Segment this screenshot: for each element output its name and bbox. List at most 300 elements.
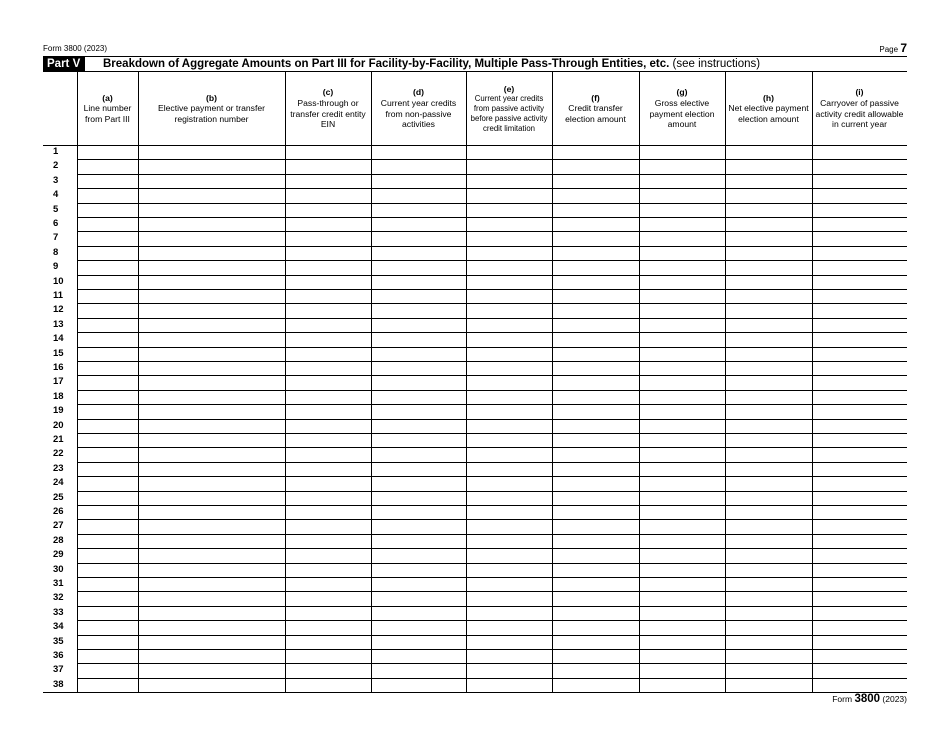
entry-cell-row-28-col-d[interactable] (371, 534, 466, 548)
entry-cell-row-20-col-i[interactable] (812, 419, 907, 433)
entry-cell-row-25-col-a[interactable] (77, 491, 138, 505)
entry-cell-row-30-col-g[interactable] (639, 563, 725, 577)
entry-cell-row-26-col-b[interactable] (138, 505, 285, 519)
entry-cell-row-33-col-i[interactable] (812, 606, 907, 620)
entry-cell-row-2-col-e[interactable] (466, 159, 552, 173)
entry-cell-row-12-col-g[interactable] (639, 303, 725, 317)
entry-cell-row-29-col-c[interactable] (285, 548, 371, 562)
entry-cell-row-34-col-f[interactable] (552, 620, 639, 634)
entry-cell-row-4-col-g[interactable] (639, 188, 725, 202)
entry-cell-row-38-col-d[interactable] (371, 678, 466, 692)
entry-cell-row-20-col-f[interactable] (552, 419, 639, 433)
entry-cell-row-5-col-h[interactable] (725, 203, 812, 217)
entry-cell-row-23-col-h[interactable] (725, 462, 812, 476)
entry-cell-row-7-col-c[interactable] (285, 231, 371, 245)
entry-cell-row-19-col-h[interactable] (725, 404, 812, 418)
entry-cell-row-9-col-a[interactable] (77, 260, 138, 274)
entry-cell-row-26-col-i[interactable] (812, 505, 907, 519)
entry-cell-row-16-col-e[interactable] (466, 361, 552, 375)
entry-cell-row-33-col-a[interactable] (77, 606, 138, 620)
entry-cell-row-36-col-e[interactable] (466, 649, 552, 663)
entry-cell-row-20-col-g[interactable] (639, 419, 725, 433)
entry-cell-row-6-col-b[interactable] (138, 217, 285, 231)
entry-cell-row-33-col-h[interactable] (725, 606, 812, 620)
entry-cell-row-5-col-f[interactable] (552, 203, 639, 217)
entry-cell-row-15-col-f[interactable] (552, 347, 639, 361)
entry-cell-row-11-col-b[interactable] (138, 289, 285, 303)
entry-cell-row-37-col-e[interactable] (466, 663, 552, 677)
entry-cell-row-12-col-i[interactable] (812, 303, 907, 317)
entry-cell-row-2-col-b[interactable] (138, 159, 285, 173)
entry-cell-row-4-col-a[interactable] (77, 188, 138, 202)
entry-cell-row-31-col-c[interactable] (285, 577, 371, 591)
entry-cell-row-25-col-g[interactable] (639, 491, 725, 505)
entry-cell-row-2-col-f[interactable] (552, 159, 639, 173)
entry-cell-row-29-col-a[interactable] (77, 548, 138, 562)
entry-cell-row-29-col-g[interactable] (639, 548, 725, 562)
entry-cell-row-30-col-b[interactable] (138, 563, 285, 577)
entry-cell-row-31-col-e[interactable] (466, 577, 552, 591)
entry-cell-row-7-col-f[interactable] (552, 231, 639, 245)
entry-cell-row-35-col-i[interactable] (812, 635, 907, 649)
entry-cell-row-3-col-g[interactable] (639, 174, 725, 188)
entry-cell-row-38-col-h[interactable] (725, 678, 812, 692)
entry-cell-row-14-col-c[interactable] (285, 332, 371, 346)
entry-cell-row-22-col-h[interactable] (725, 447, 812, 461)
entry-cell-row-8-col-g[interactable] (639, 246, 725, 260)
entry-cell-row-21-col-i[interactable] (812, 433, 907, 447)
entry-cell-row-19-col-g[interactable] (639, 404, 725, 418)
entry-cell-row-23-col-b[interactable] (138, 462, 285, 476)
entry-cell-row-2-col-g[interactable] (639, 159, 725, 173)
entry-cell-row-11-col-i[interactable] (812, 289, 907, 303)
entry-cell-row-22-col-b[interactable] (138, 447, 285, 461)
entry-cell-row-24-col-a[interactable] (77, 476, 138, 490)
entry-cell-row-38-col-b[interactable] (138, 678, 285, 692)
entry-cell-row-1-col-b[interactable] (138, 145, 285, 159)
entry-cell-row-1-col-c[interactable] (285, 145, 371, 159)
entry-cell-row-5-col-e[interactable] (466, 203, 552, 217)
entry-cell-row-30-col-a[interactable] (77, 563, 138, 577)
entry-cell-row-3-col-h[interactable] (725, 174, 812, 188)
entry-cell-row-38-col-f[interactable] (552, 678, 639, 692)
entry-cell-row-13-col-b[interactable] (138, 318, 285, 332)
entry-cell-row-32-col-e[interactable] (466, 591, 552, 605)
entry-cell-row-28-col-e[interactable] (466, 534, 552, 548)
entry-cell-row-16-col-c[interactable] (285, 361, 371, 375)
entry-cell-row-6-col-d[interactable] (371, 217, 466, 231)
entry-cell-row-18-col-f[interactable] (552, 390, 639, 404)
entry-cell-row-35-col-c[interactable] (285, 635, 371, 649)
entry-cell-row-33-col-f[interactable] (552, 606, 639, 620)
entry-cell-row-1-col-d[interactable] (371, 145, 466, 159)
entry-cell-row-6-col-h[interactable] (725, 217, 812, 231)
entry-cell-row-13-col-c[interactable] (285, 318, 371, 332)
entry-cell-row-12-col-b[interactable] (138, 303, 285, 317)
entry-cell-row-19-col-a[interactable] (77, 404, 138, 418)
entry-cell-row-5-col-a[interactable] (77, 203, 138, 217)
entry-cell-row-13-col-h[interactable] (725, 318, 812, 332)
entry-cell-row-34-col-d[interactable] (371, 620, 466, 634)
entry-cell-row-36-col-c[interactable] (285, 649, 371, 663)
entry-cell-row-21-col-f[interactable] (552, 433, 639, 447)
entry-cell-row-22-col-c[interactable] (285, 447, 371, 461)
entry-cell-row-36-col-f[interactable] (552, 649, 639, 663)
entry-cell-row-34-col-h[interactable] (725, 620, 812, 634)
entry-cell-row-30-col-h[interactable] (725, 563, 812, 577)
entry-cell-row-15-col-e[interactable] (466, 347, 552, 361)
entry-cell-row-5-col-i[interactable] (812, 203, 907, 217)
entry-cell-row-19-col-e[interactable] (466, 404, 552, 418)
entry-cell-row-36-col-h[interactable] (725, 649, 812, 663)
entry-cell-row-1-col-a[interactable] (77, 145, 138, 159)
entry-cell-row-28-col-a[interactable] (77, 534, 138, 548)
entry-cell-row-9-col-b[interactable] (138, 260, 285, 274)
entry-cell-row-18-col-g[interactable] (639, 390, 725, 404)
entry-cell-row-15-col-i[interactable] (812, 347, 907, 361)
entry-cell-row-2-col-d[interactable] (371, 159, 466, 173)
entry-cell-row-21-col-g[interactable] (639, 433, 725, 447)
entry-cell-row-31-col-i[interactable] (812, 577, 907, 591)
entry-cell-row-16-col-g[interactable] (639, 361, 725, 375)
entry-cell-row-8-col-i[interactable] (812, 246, 907, 260)
entry-cell-row-10-col-b[interactable] (138, 275, 285, 289)
entry-cell-row-24-col-h[interactable] (725, 476, 812, 490)
entry-cell-row-24-col-d[interactable] (371, 476, 466, 490)
entry-cell-row-9-col-h[interactable] (725, 260, 812, 274)
entry-cell-row-23-col-c[interactable] (285, 462, 371, 476)
entry-cell-row-34-col-e[interactable] (466, 620, 552, 634)
entry-cell-row-12-col-a[interactable] (77, 303, 138, 317)
entry-cell-row-16-col-i[interactable] (812, 361, 907, 375)
entry-cell-row-13-col-d[interactable] (371, 318, 466, 332)
entry-cell-row-24-col-i[interactable] (812, 476, 907, 490)
entry-cell-row-9-col-g[interactable] (639, 260, 725, 274)
entry-cell-row-27-col-b[interactable] (138, 519, 285, 533)
entry-cell-row-34-col-a[interactable] (77, 620, 138, 634)
entry-cell-row-35-col-g[interactable] (639, 635, 725, 649)
entry-cell-row-29-col-f[interactable] (552, 548, 639, 562)
entry-cell-row-11-col-a[interactable] (77, 289, 138, 303)
entry-cell-row-6-col-c[interactable] (285, 217, 371, 231)
entry-cell-row-16-col-b[interactable] (138, 361, 285, 375)
entry-cell-row-5-col-c[interactable] (285, 203, 371, 217)
entry-cell-row-26-col-g[interactable] (639, 505, 725, 519)
entry-cell-row-35-col-b[interactable] (138, 635, 285, 649)
entry-cell-row-25-col-b[interactable] (138, 491, 285, 505)
entry-cell-row-26-col-h[interactable] (725, 505, 812, 519)
entry-cell-row-32-col-d[interactable] (371, 591, 466, 605)
entry-cell-row-7-col-g[interactable] (639, 231, 725, 245)
entry-cell-row-25-col-e[interactable] (466, 491, 552, 505)
entry-cell-row-33-col-g[interactable] (639, 606, 725, 620)
entry-cell-row-17-col-f[interactable] (552, 375, 639, 389)
entry-cell-row-27-col-i[interactable] (812, 519, 907, 533)
entry-cell-row-11-col-d[interactable] (371, 289, 466, 303)
entry-cell-row-10-col-d[interactable] (371, 275, 466, 289)
entry-cell-row-33-col-e[interactable] (466, 606, 552, 620)
entry-cell-row-2-col-c[interactable] (285, 159, 371, 173)
entry-cell-row-5-col-d[interactable] (371, 203, 466, 217)
entry-cell-row-8-col-d[interactable] (371, 246, 466, 260)
entry-cell-row-31-col-a[interactable] (77, 577, 138, 591)
entry-cell-row-21-col-h[interactable] (725, 433, 812, 447)
entry-cell-row-20-col-d[interactable] (371, 419, 466, 433)
entry-cell-row-32-col-c[interactable] (285, 591, 371, 605)
entry-cell-row-22-col-e[interactable] (466, 447, 552, 461)
entry-cell-row-29-col-b[interactable] (138, 548, 285, 562)
entry-cell-row-32-col-i[interactable] (812, 591, 907, 605)
entry-cell-row-21-col-e[interactable] (466, 433, 552, 447)
entry-cell-row-18-col-c[interactable] (285, 390, 371, 404)
entry-cell-row-23-col-f[interactable] (552, 462, 639, 476)
entry-cell-row-13-col-a[interactable] (77, 318, 138, 332)
entry-cell-row-15-col-g[interactable] (639, 347, 725, 361)
entry-cell-row-4-col-b[interactable] (138, 188, 285, 202)
entry-cell-row-32-col-f[interactable] (552, 591, 639, 605)
entry-cell-row-15-col-d[interactable] (371, 347, 466, 361)
entry-cell-row-10-col-i[interactable] (812, 275, 907, 289)
entry-cell-row-26-col-e[interactable] (466, 505, 552, 519)
entry-cell-row-32-col-b[interactable] (138, 591, 285, 605)
entry-cell-row-8-col-h[interactable] (725, 246, 812, 260)
entry-cell-row-37-col-f[interactable] (552, 663, 639, 677)
entry-cell-row-37-col-a[interactable] (77, 663, 138, 677)
entry-cell-row-38-col-i[interactable] (812, 678, 907, 692)
entry-cell-row-23-col-d[interactable] (371, 462, 466, 476)
entry-cell-row-17-col-b[interactable] (138, 375, 285, 389)
entry-cell-row-34-col-i[interactable] (812, 620, 907, 634)
entry-cell-row-24-col-g[interactable] (639, 476, 725, 490)
entry-cell-row-20-col-h[interactable] (725, 419, 812, 433)
entry-cell-row-2-col-h[interactable] (725, 159, 812, 173)
entry-cell-row-3-col-b[interactable] (138, 174, 285, 188)
entry-cell-row-32-col-h[interactable] (725, 591, 812, 605)
entry-cell-row-37-col-i[interactable] (812, 663, 907, 677)
entry-cell-row-21-col-a[interactable] (77, 433, 138, 447)
entry-cell-row-24-col-e[interactable] (466, 476, 552, 490)
entry-cell-row-31-col-g[interactable] (639, 577, 725, 591)
entry-cell-row-17-col-g[interactable] (639, 375, 725, 389)
entry-cell-row-3-col-a[interactable] (77, 174, 138, 188)
entry-cell-row-21-col-d[interactable] (371, 433, 466, 447)
entry-cell-row-19-col-b[interactable] (138, 404, 285, 418)
entry-cell-row-8-col-c[interactable] (285, 246, 371, 260)
entry-cell-row-38-col-c[interactable] (285, 678, 371, 692)
entry-cell-row-16-col-f[interactable] (552, 361, 639, 375)
entry-cell-row-31-col-h[interactable] (725, 577, 812, 591)
entry-cell-row-7-col-e[interactable] (466, 231, 552, 245)
entry-cell-row-23-col-e[interactable] (466, 462, 552, 476)
entry-cell-row-9-col-f[interactable] (552, 260, 639, 274)
entry-cell-row-20-col-a[interactable] (77, 419, 138, 433)
entry-cell-row-28-col-b[interactable] (138, 534, 285, 548)
entry-cell-row-36-col-b[interactable] (138, 649, 285, 663)
entry-cell-row-17-col-i[interactable] (812, 375, 907, 389)
entry-cell-row-25-col-i[interactable] (812, 491, 907, 505)
entry-cell-row-20-col-c[interactable] (285, 419, 371, 433)
entry-cell-row-12-col-h[interactable] (725, 303, 812, 317)
entry-cell-row-31-col-b[interactable] (138, 577, 285, 591)
entry-cell-row-1-col-h[interactable] (725, 145, 812, 159)
entry-cell-row-28-col-h[interactable] (725, 534, 812, 548)
entry-cell-row-16-col-h[interactable] (725, 361, 812, 375)
entry-cell-row-35-col-h[interactable] (725, 635, 812, 649)
entry-cell-row-6-col-e[interactable] (466, 217, 552, 231)
entry-cell-row-12-col-e[interactable] (466, 303, 552, 317)
entry-cell-row-9-col-e[interactable] (466, 260, 552, 274)
entry-cell-row-11-col-e[interactable] (466, 289, 552, 303)
entry-cell-row-4-col-h[interactable] (725, 188, 812, 202)
entry-cell-row-10-col-c[interactable] (285, 275, 371, 289)
entry-cell-row-19-col-d[interactable] (371, 404, 466, 418)
entry-cell-row-20-col-b[interactable] (138, 419, 285, 433)
entry-cell-row-27-col-c[interactable] (285, 519, 371, 533)
entry-cell-row-27-col-e[interactable] (466, 519, 552, 533)
entry-cell-row-37-col-c[interactable] (285, 663, 371, 677)
entry-cell-row-29-col-e[interactable] (466, 548, 552, 562)
entry-cell-row-38-col-g[interactable] (639, 678, 725, 692)
entry-cell-row-22-col-g[interactable] (639, 447, 725, 461)
entry-cell-row-26-col-d[interactable] (371, 505, 466, 519)
entry-cell-row-1-col-e[interactable] (466, 145, 552, 159)
entry-cell-row-34-col-g[interactable] (639, 620, 725, 634)
entry-cell-row-27-col-h[interactable] (725, 519, 812, 533)
entry-cell-row-23-col-g[interactable] (639, 462, 725, 476)
entry-cell-row-26-col-f[interactable] (552, 505, 639, 519)
entry-cell-row-13-col-i[interactable] (812, 318, 907, 332)
entry-cell-row-10-col-h[interactable] (725, 275, 812, 289)
entry-cell-row-15-col-a[interactable] (77, 347, 138, 361)
entry-cell-row-4-col-e[interactable] (466, 188, 552, 202)
entry-cell-row-37-col-b[interactable] (138, 663, 285, 677)
entry-cell-row-13-col-e[interactable] (466, 318, 552, 332)
entry-cell-row-36-col-d[interactable] (371, 649, 466, 663)
entry-cell-row-14-col-h[interactable] (725, 332, 812, 346)
entry-cell-row-25-col-c[interactable] (285, 491, 371, 505)
entry-cell-row-7-col-b[interactable] (138, 231, 285, 245)
entry-cell-row-8-col-f[interactable] (552, 246, 639, 260)
entry-cell-row-18-col-d[interactable] (371, 390, 466, 404)
entry-cell-row-34-col-c[interactable] (285, 620, 371, 634)
entry-cell-row-19-col-f[interactable] (552, 404, 639, 418)
entry-cell-row-29-col-d[interactable] (371, 548, 466, 562)
entry-cell-row-28-col-i[interactable] (812, 534, 907, 548)
entry-cell-row-17-col-h[interactable] (725, 375, 812, 389)
entry-cell-row-35-col-d[interactable] (371, 635, 466, 649)
entry-cell-row-14-col-f[interactable] (552, 332, 639, 346)
entry-cell-row-30-col-i[interactable] (812, 563, 907, 577)
entry-cell-row-37-col-h[interactable] (725, 663, 812, 677)
entry-cell-row-9-col-i[interactable] (812, 260, 907, 274)
entry-cell-row-14-col-i[interactable] (812, 332, 907, 346)
entry-cell-row-25-col-d[interactable] (371, 491, 466, 505)
entry-cell-row-31-col-f[interactable] (552, 577, 639, 591)
entry-cell-row-28-col-g[interactable] (639, 534, 725, 548)
entry-cell-row-22-col-d[interactable] (371, 447, 466, 461)
entry-cell-row-22-col-f[interactable] (552, 447, 639, 461)
entry-cell-row-34-col-b[interactable] (138, 620, 285, 634)
entry-cell-row-13-col-g[interactable] (639, 318, 725, 332)
entry-cell-row-27-col-g[interactable] (639, 519, 725, 533)
entry-cell-row-37-col-d[interactable] (371, 663, 466, 677)
entry-cell-row-15-col-c[interactable] (285, 347, 371, 361)
entry-cell-row-2-col-i[interactable] (812, 159, 907, 173)
entry-cell-row-19-col-i[interactable] (812, 404, 907, 418)
entry-cell-row-28-col-c[interactable] (285, 534, 371, 548)
entry-cell-row-18-col-i[interactable] (812, 390, 907, 404)
entry-cell-row-8-col-a[interactable] (77, 246, 138, 260)
entry-cell-row-33-col-d[interactable] (371, 606, 466, 620)
entry-cell-row-35-col-a[interactable] (77, 635, 138, 649)
entry-cell-row-30-col-f[interactable] (552, 563, 639, 577)
entry-cell-row-14-col-b[interactable] (138, 332, 285, 346)
entry-cell-row-21-col-c[interactable] (285, 433, 371, 447)
entry-cell-row-29-col-h[interactable] (725, 548, 812, 562)
entry-cell-row-12-col-d[interactable] (371, 303, 466, 317)
entry-cell-row-1-col-f[interactable] (552, 145, 639, 159)
entry-cell-row-33-col-c[interactable] (285, 606, 371, 620)
entry-cell-row-25-col-f[interactable] (552, 491, 639, 505)
entry-cell-row-15-col-b[interactable] (138, 347, 285, 361)
entry-cell-row-18-col-h[interactable] (725, 390, 812, 404)
entry-cell-row-30-col-d[interactable] (371, 563, 466, 577)
entry-cell-row-7-col-a[interactable] (77, 231, 138, 245)
entry-cell-row-3-col-e[interactable] (466, 174, 552, 188)
entry-cell-row-24-col-b[interactable] (138, 476, 285, 490)
entry-cell-row-6-col-a[interactable] (77, 217, 138, 231)
entry-cell-row-16-col-a[interactable] (77, 361, 138, 375)
entry-cell-row-23-col-i[interactable] (812, 462, 907, 476)
entry-cell-row-10-col-f[interactable] (552, 275, 639, 289)
entry-cell-row-14-col-g[interactable] (639, 332, 725, 346)
entry-cell-row-26-col-c[interactable] (285, 505, 371, 519)
entry-cell-row-4-col-c[interactable] (285, 188, 371, 202)
entry-cell-row-27-col-f[interactable] (552, 519, 639, 533)
entry-cell-row-14-col-d[interactable] (371, 332, 466, 346)
entry-cell-row-1-col-g[interactable] (639, 145, 725, 159)
entry-cell-row-14-col-e[interactable] (466, 332, 552, 346)
entry-cell-row-22-col-i[interactable] (812, 447, 907, 461)
entry-cell-row-23-col-a[interactable] (77, 462, 138, 476)
entry-cell-row-10-col-e[interactable] (466, 275, 552, 289)
entry-cell-row-27-col-d[interactable] (371, 519, 466, 533)
entry-cell-row-36-col-a[interactable] (77, 649, 138, 663)
entry-cell-row-32-col-a[interactable] (77, 591, 138, 605)
entry-cell-row-5-col-b[interactable] (138, 203, 285, 217)
entry-cell-row-3-col-c[interactable] (285, 174, 371, 188)
entry-cell-row-7-col-d[interactable] (371, 231, 466, 245)
entry-cell-row-8-col-b[interactable] (138, 246, 285, 260)
entry-cell-row-7-col-h[interactable] (725, 231, 812, 245)
entry-cell-row-17-col-e[interactable] (466, 375, 552, 389)
entry-cell-row-14-col-a[interactable] (77, 332, 138, 346)
entry-cell-row-33-col-b[interactable] (138, 606, 285, 620)
entry-cell-row-11-col-h[interactable] (725, 289, 812, 303)
entry-cell-row-16-col-d[interactable] (371, 361, 466, 375)
entry-cell-row-32-col-g[interactable] (639, 591, 725, 605)
entry-cell-row-24-col-f[interactable] (552, 476, 639, 490)
entry-cell-row-9-col-c[interactable] (285, 260, 371, 274)
entry-cell-row-18-col-b[interactable] (138, 390, 285, 404)
entry-cell-row-26-col-a[interactable] (77, 505, 138, 519)
entry-cell-row-12-col-c[interactable] (285, 303, 371, 317)
entry-cell-row-5-col-g[interactable] (639, 203, 725, 217)
entry-cell-row-36-col-i[interactable] (812, 649, 907, 663)
entry-cell-row-6-col-g[interactable] (639, 217, 725, 231)
entry-cell-row-17-col-d[interactable] (371, 375, 466, 389)
entry-cell-row-37-col-g[interactable] (639, 663, 725, 677)
